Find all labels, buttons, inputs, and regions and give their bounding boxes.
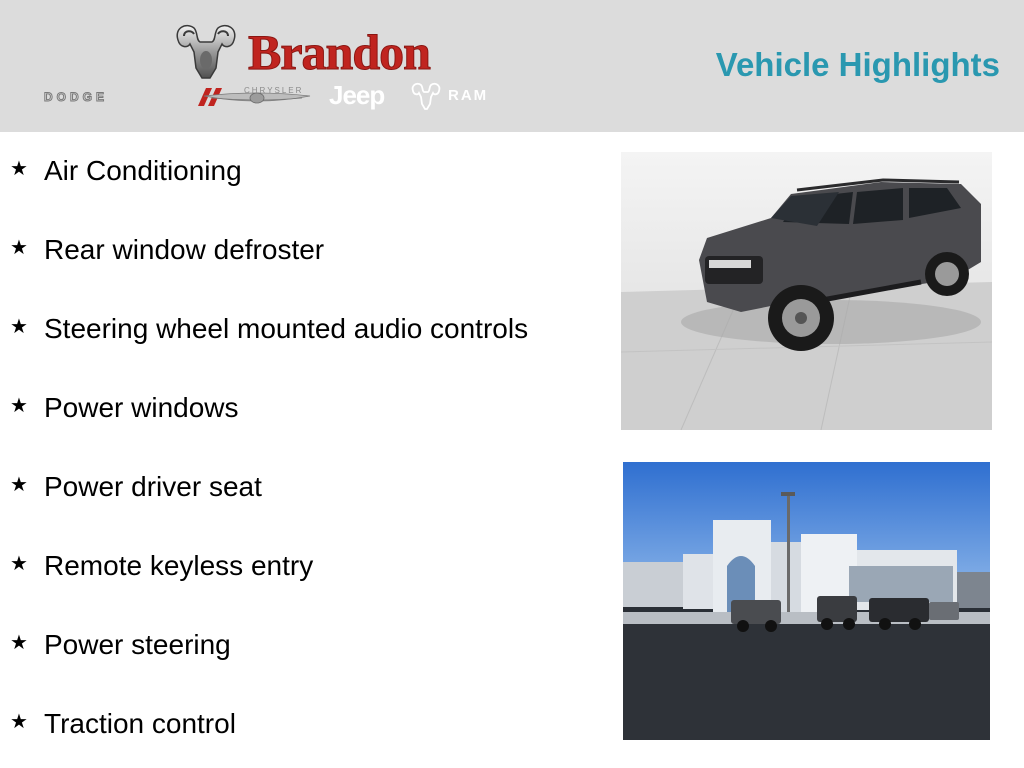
ram-small-head-icon — [410, 82, 442, 110]
feature-item — [10, 624, 528, 703]
dealership-photo[interactable] — [623, 462, 990, 740]
feature-label: Power driver seat — [44, 471, 262, 502]
feature-item — [10, 150, 528, 229]
star-bullet-icon: ★ — [10, 395, 28, 417]
feature-item — [10, 229, 528, 308]
feature-list — [10, 150, 528, 768]
feature-label: Remote keyless entry — [44, 550, 314, 581]
dodge-logo: DODGE — [44, 90, 109, 104]
feature-item — [10, 387, 528, 466]
feature-label: Power windows — [44, 392, 239, 423]
star-bullet-icon: ★ — [10, 711, 28, 733]
feature-item — [10, 308, 528, 387]
chrysler-logo: CHRYSLER — [244, 86, 304, 95]
jeep-logo: Jeep — [329, 80, 385, 110]
brand-logos — [44, 80, 534, 110]
feature-label: Power steering — [44, 629, 231, 660]
feature-label: Air Conditioning — [44, 155, 242, 186]
ram-logo: RAM — [448, 87, 489, 104]
feature-item — [10, 545, 528, 624]
feature-label: Rear window defroster — [44, 234, 325, 265]
star-bullet-icon: ★ — [10, 158, 28, 180]
star-bullet-icon: ★ — [10, 632, 28, 654]
suv-photo-icon — [621, 152, 992, 430]
ram-head-logo-icon — [172, 22, 240, 80]
dealership-photo-icon — [623, 462, 990, 740]
dealer-logo-text: Brandon — [248, 24, 430, 80]
page-title: Vehicle Highlights — [715, 46, 1000, 83]
star-bullet-icon: ★ — [10, 237, 28, 259]
feature-item — [10, 466, 528, 545]
star-bullet-icon: ★ — [10, 553, 28, 575]
feature-item — [10, 703, 528, 768]
star-bullet-icon: ★ — [10, 316, 28, 338]
header-banner — [0, 0, 1024, 132]
vehicle-photo[interactable] — [621, 152, 992, 430]
feature-label: Steering wheel mounted audio controls — [44, 313, 529, 344]
feature-label: Traction control — [44, 708, 236, 739]
star-bullet-icon: ★ — [10, 474, 28, 496]
